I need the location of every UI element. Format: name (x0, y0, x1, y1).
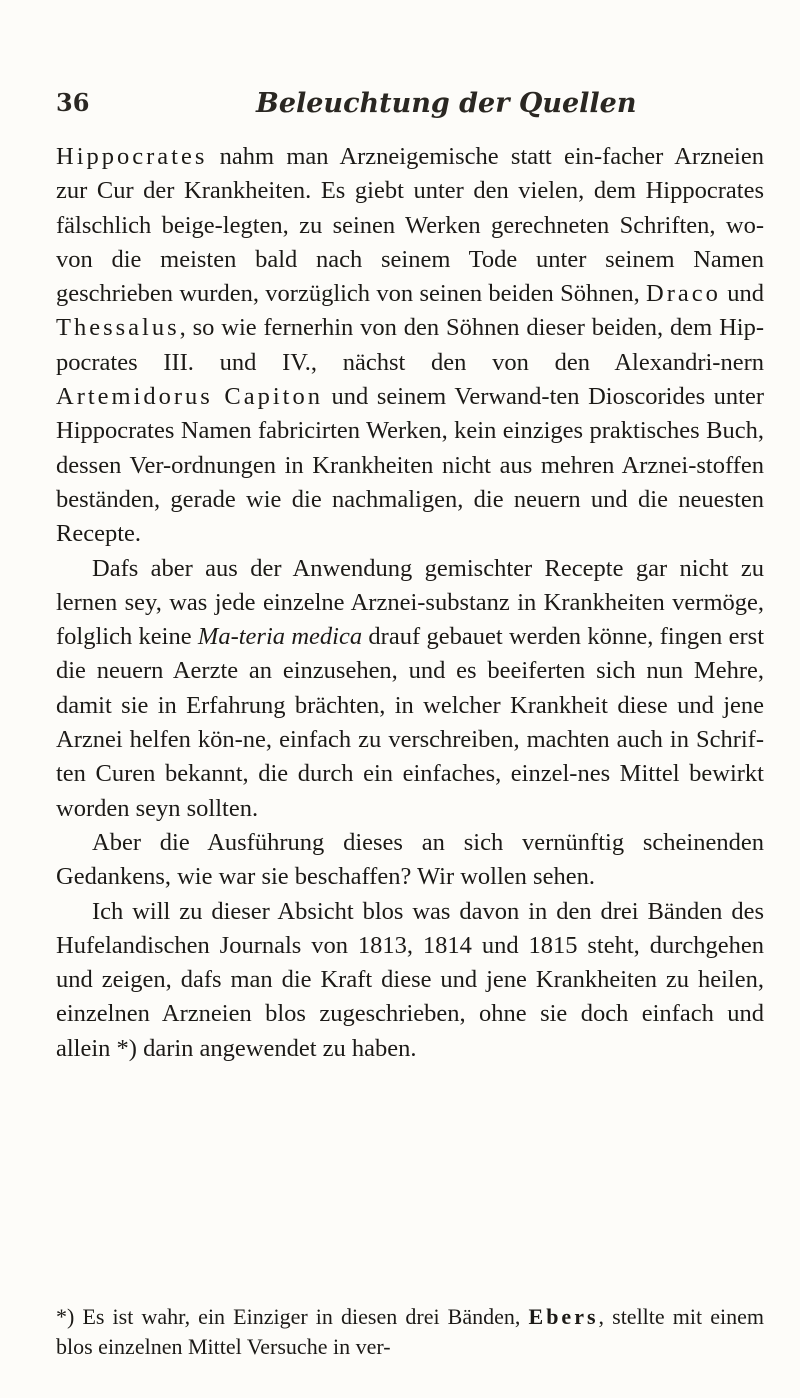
page-number: 36 (56, 88, 90, 117)
text-run: , stellte mit einem blos einzelnen Mittel Versuche in ver- (56, 1304, 764, 1359)
text-run: und (720, 280, 764, 308)
page-header (56, 88, 736, 128)
text-run: Dafs aber aus der Anwendung gemischter Recepte gar nicht zu lernen sey, was jede einzelne Arznei-substanz in Krankheiten vermöge, folglich keine (56, 554, 764, 651)
person-name: Draco (646, 280, 721, 308)
person-name: Hippocrates (56, 143, 208, 170)
running-head: Beleuchtung der Quellen (256, 88, 637, 119)
footnote (56, 1302, 764, 1362)
person-name: Ebers (528, 1304, 599, 1329)
person-name: Artemidorus Capiton (56, 383, 323, 411)
italic-term: Ma-teria medica (197, 623, 363, 651)
body-text (56, 140, 764, 1066)
text-run: nahm man Arzneigemische statt ein-facher Arzneien zur Cur der Krankheiten. Es giebt unter den vielen, dem Hippocrates fälschlich beige-legten, zu seinen Werken gerechneten Schriften, wo-von die meisten bald nach seinem Tode unter seinem Namen geschrieben wurden, vorzüglich von seinen beiden Söhnen, (56, 143, 764, 308)
text-run: und seinem Verwand-ten Dioscorides unter Hippocrates Namen fabricirten Werken, kein einziges praktisches Buch, dessen Ver-ordnungen in Krankheiten nicht aus mehren Arznei-stoffen beständen, gerade wie die nachmaligen, die neuern und die neuesten Recepte. (56, 383, 765, 548)
paragraph-3: Aber die Ausführung dieses an sich vernünftig scheinenden Gedankens, wie war sie beschaffen? Wir wollen sehen. (56, 828, 764, 891)
paragraph-1 (56, 140, 764, 552)
paragraph-2 (56, 552, 764, 826)
person-name: Thessalus (56, 314, 180, 342)
paragraph-4: Ich will zu dieser Absicht blos was davon in den drei Bänden des Hufelandischen Journals von 1813, 1814 und 1815 steht, durchgehen und zeigen, dafs man die Kraft diese und jene Krankheiten zu heilen, einzelnen Arzneien blos zugeschrieben, ohne sie doch einfach und allein *) darin angewendet zu haben. (56, 897, 764, 1062)
text-run: , so wie fernerhin von den Söhnen dieser beiden, dem Hip-pocrates III. und IV., nächst den von den Alexandri-nern (56, 314, 764, 376)
text-run: drauf gebauet werden könne, fingen erst die neuern Aerzte an einzusehen, und es beeiferten sich nun Mehre, damit sie in Erfahrung brächten, in welcher Krankheit diese und jene Arznei helfen kön-ne, einfach zu verschreiben, machten auch in Schrif-ten Curen bekannt, die durch ein einfaches, einzel-nes Mittel bewirkt worden seyn sollten. (56, 623, 764, 822)
text-run: *) Es ist wahr, ein Einziger in diesen drei Bänden, (56, 1304, 529, 1329)
